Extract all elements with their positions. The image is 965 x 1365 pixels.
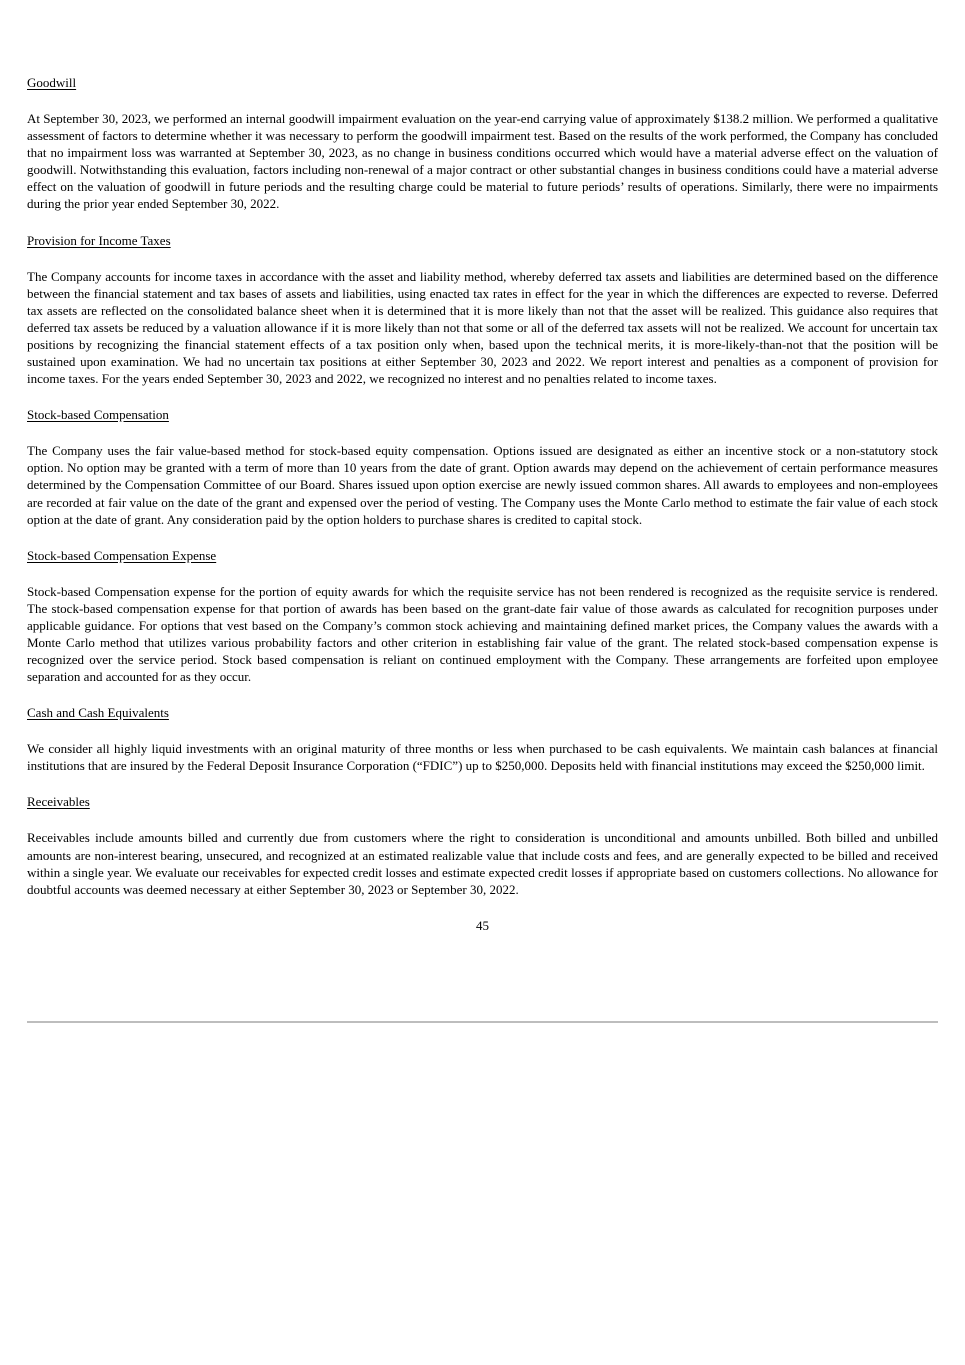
section-paragraph: Receivables include amounts billed and currently due from customers where the right to consideration is unconditional and amounts unbilled. Both billed and unbilled amounts are non-interest bearing, unsecured, and recognized at an estimated realizable value that include costs and fees, and are generally expected to be billed and received within a single year. We evaluate our receivables for expected credit losses and estimate expected credit losses if appropriate based on customers collections. No allowance for doubtful accounts was deemed necessary at either September 30, 2023 or September 30, 2022. [27, 830, 938, 897]
section-heading: Receivables [27, 794, 90, 810]
section-heading: Goodwill [27, 75, 77, 90]
section-paragraph: The Company accounts for income taxes in accordance with the asset and liability method, whereby deferred tax assets and liabilities are determined based on the difference between the financial statement and tax bases of assets and liabilities, using enacted tax rates in effect for the year in which the differences are expected to reverse. Deferred tax assets are reflected on the consolidated balance sheet when it is determined that it is more likely than not that the asset will be realized. This guidance also requires that deferred tax assets be reduced by a valuation allowance if it is more likely than not that some or all of the deferred tax assets will not be realized. We account for uncertain tax positions by recognizing the financial statement effects of a tax position only when, based upon the technical merits, it is more-likely-than-not that the position will be sustained upon examination. We had no uncertain tax positions at either September 30, 2023 and 2022. We report interest and penalties as a component of provision for income taxes. For the years ended September 30, 2023 and 2022, we recognized no interest and no penalties related to income taxes. [27, 268, 938, 387]
section-paragraph: The Company uses the fair value-based method for stock-based equity compensation. Options issued are designated as either an incentive stock or a non-statutory stock option. No option may be granted with a term of more than 10 years from the date of grant. Option awards may depend on the achievement of certain performance measures determined by the Compensation Committee of our Board. Shares issued upon option exercise are newly issued common shares. All awards to employees and non-employees are recorded at fair value on the date of the grant and expensed over the period of vesting. The Company uses the Monte Carlo method to estimate the fair value of each stock option at the date of grant. Any consideration paid by the option holders to purchase shares is credited to capital stock. [27, 443, 938, 527]
section-heading: Cash and Cash Equivalents [27, 705, 169, 721]
section-heading: Stock-based Compensation [27, 407, 169, 423]
section-paragraph: At September 30, 2023, we performed an internal goodwill impairment evaluation on the year-end carrying value of approximately $138.2 million. We performed a qualitative assessment of factors to determine whether it was necessary to perform the goodwill impairment test. Based on the results of the work performed, the Company has concluded that no impairment loss was warranted at September 30, 2023, as no change in business conditions occurred which would have a material adverse effect on the valuation of goodwill. Notwithstanding this evaluation, factors including non-renewal of a major contract or other substantial changes in business conditions could have a material adverse effect on the valuation of goodwill in future periods and the resulting charge could be material to future periods’ results of operations. Similarly, there were no impairments during the prior year ended September 30, 2022. [27, 111, 938, 212]
section-heading: Stock-based Compensation Expense [27, 547, 217, 563]
section-paragraph: Stock-based Compensation expense for the portion of equity awards for which the requisite service has not been rendered is recognized as the requisite service is rendered. The stock-based compensation expense for that portion of awards has been based on the grant-date fair value of those awards as calculated for recognition purposes under applicable guidance. For options that vest based on the Company’s common stock achieving and maintaining defined market prices, the Company values the awards with a Monte Carlo method that utilizes various probability factors and other criterion in establishing fair value of the grant. The related stock-based compensation expense is recognized over the service period. Stock based compensation is reliant on continued employment with the Company. These arrangements are forfeited upon employee separation and accounted for as they occur. [27, 583, 938, 685]
section-cash-and-cash-equivalents [27, 704, 938, 774]
section-stock-based-compensation [27, 406, 938, 527]
document-page [27, 74, 938, 934]
page-divider [27, 1021, 938, 1023]
section-stock-based-compensation-expense [27, 547, 938, 686]
section-goodwill [27, 74, 938, 213]
section-heading: Provision for Income Taxes [27, 232, 171, 248]
section-paragraph: We consider all highly liquid investments with an original maturity of three months or less when purchased to be cash equivalents. We maintain cash balances at financial institutions that are insured by the Federal Deposit Insurance Corporation (“FDIC”) up to $250,000. Deposits held with financial institutions may exceed the $250,000 limit. [27, 741, 938, 774]
section-receivables [27, 793, 938, 897]
section-provision-for-income-taxes [27, 232, 938, 388]
page-number: 45 [476, 917, 489, 933]
